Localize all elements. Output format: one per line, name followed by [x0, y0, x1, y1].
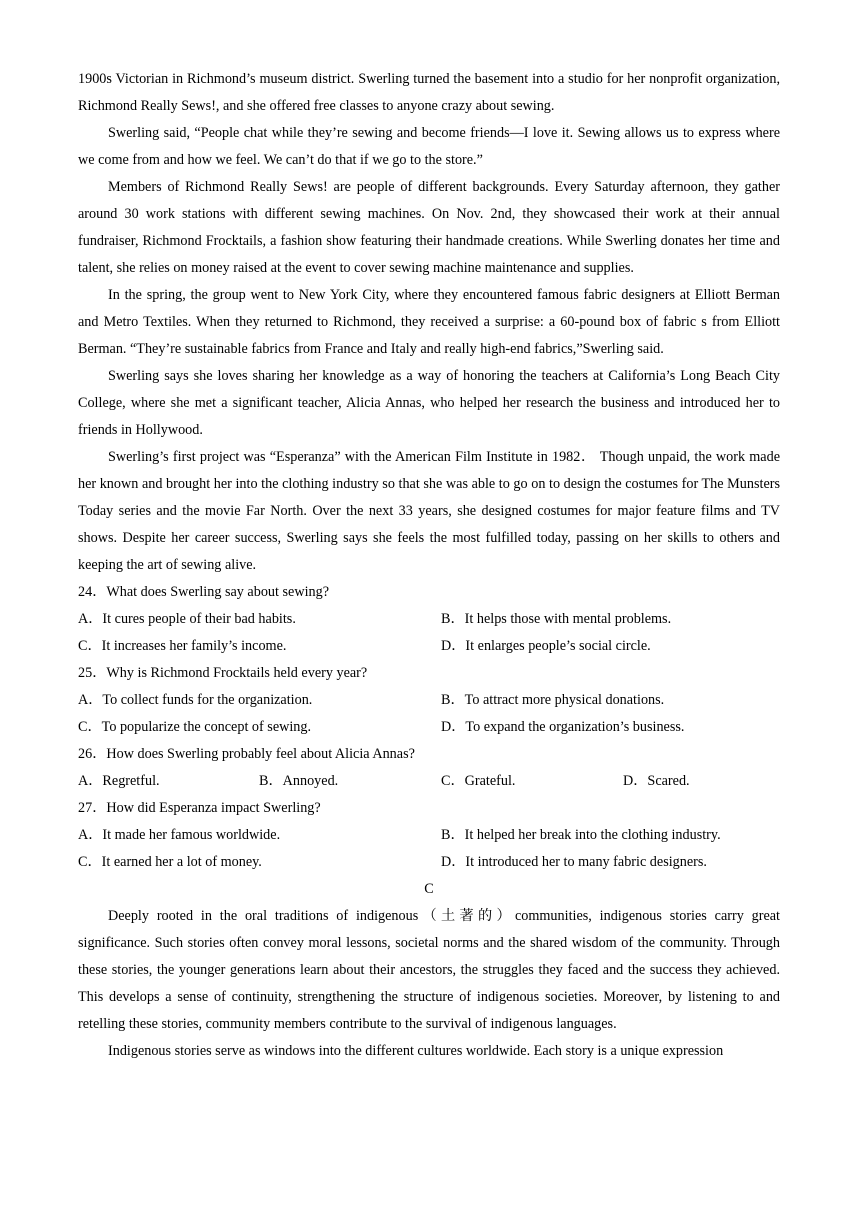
passage-c-paragraph: Indigenous stories serve as windows into the different cultures worldwide. Each story is a unique expression [108, 1043, 724, 1059]
option-a: A．To collect funds for the organization. [78, 692, 313, 708]
option-c: C．To popularize the concept of sewing. [78, 719, 312, 735]
answer-options [78, 606, 780, 660]
passage-b-paragraph: 1900s Victorian in Richmond’s museum district. Swerling turned the basement into a studio for her nonprofit organization, Richmond Really Sews!, and she offered free classes to anyone crazy about sewing. [78, 71, 780, 114]
question-25 [78, 660, 780, 741]
passage-b-paragraph: Swerling said, “People chat while they’re sewing and become friends—I love it. Sewing allows us to express where we come from and how we feel. We can’t do that if we go to the store.” [78, 125, 780, 168]
passage-b-paragraph: Swerling’s first project was “Esperanza” with the American Film Institute in 1982． Though unpaid, the work made her known and brought her into the clothing industry so that she was able to go on to design the costumes for The Munsters Today series and the movie Far North. Over the next 33 years, she designed costumes for major feature films and TV shows. Despite her career success, Swerling says she feels the most fulfilled today, passing on her skills to others and keeping the art of sewing alive. [78, 449, 780, 573]
option-c: C．Grateful. [441, 773, 516, 789]
answer-options [78, 687, 780, 741]
option-c: C．It earned her a lot of money. [78, 854, 262, 870]
option-d: D．It enlarges people’s social circle. [441, 638, 651, 654]
question-stem: 25．Why is Richmond Frocktails held every year? [78, 665, 368, 681]
question-27 [78, 795, 780, 876]
passage-b-paragraph: In the spring, the group went to New York City, where they encountered famous fabric designers at Elliott Berman and Metro Textiles. When they returned to Richmond, they received a surprise: a 60-pound box of fabric s from Elliott Berman. “They’re sustainable fabrics from France and Italy and really high-end fabrics,”Swerling said. [78, 287, 780, 357]
question-26 [78, 741, 780, 795]
question-stem: 24．What does Swerling say about sewing? [78, 584, 329, 600]
option-b: B．Annoyed. [259, 773, 339, 789]
question-24 [78, 579, 780, 660]
option-d: D．To expand the organization’s business. [441, 719, 685, 735]
option-d: D．Scared. [623, 773, 690, 789]
option-d: D．It introduced her to many fabric designers. [441, 854, 707, 870]
answer-options [78, 768, 780, 795]
option-c: C．It increases her family’s income. [78, 638, 287, 654]
exam-page [78, 66, 780, 1065]
option-a: A．It made her famous worldwide. [78, 827, 281, 843]
option-b: B．It helped her break into the clothing industry. [441, 827, 721, 843]
answer-options [78, 822, 780, 876]
option-a: A．It cures people of their bad habits. [78, 611, 296, 627]
option-b: B．To attract more physical donations. [441, 692, 665, 708]
section-heading: C [424, 881, 434, 897]
passage-b-paragraph: Swerling says she loves sharing her knowledge as a way of honoring the teachers at California’s Long Beach City College, where she met a significant teacher, Alicia Annas, who helped her research the business and introduced her to friends in Hollywood. [78, 368, 780, 438]
passage-b-paragraph: Members of Richmond Really Sews! are people of different backgrounds. Every Saturday afternoon, they gather around 30 work stations with different sewing machines. On Nov. 2nd, they showcased their work at their annual fundraiser, Richmond Frocktails, a fashion show featuring their handmade creations. While Swerling donates her time and talent, she relies on money raised at the event to cover sewing machine maintenance and supplies. [78, 179, 780, 276]
question-stem: 26．How does Swerling probably feel about Alicia Annas? [78, 746, 415, 762]
question-stem: 27．How did Esperanza impact Swerling? [78, 800, 321, 816]
option-b: B．It helps those with mental problems. [441, 611, 672, 627]
option-a: A．Regretful. [78, 773, 160, 789]
passage-c-paragraph: Deeply rooted in the oral traditions of indigenous（土著的）communities, indigenous stories carry great significance. Such stories often convey moral lessons, societal norms and the shared wisdom of the community. Through these stories, the younger generations learn about their ancestors, the struggles they faced and the success they achieved. This develops a sense of continuity, strengthening the structure of indigenous societies. Moreover, by listening to and retelling these stories, community members contribute to the survival of indigenous languages. [78, 908, 780, 1032]
